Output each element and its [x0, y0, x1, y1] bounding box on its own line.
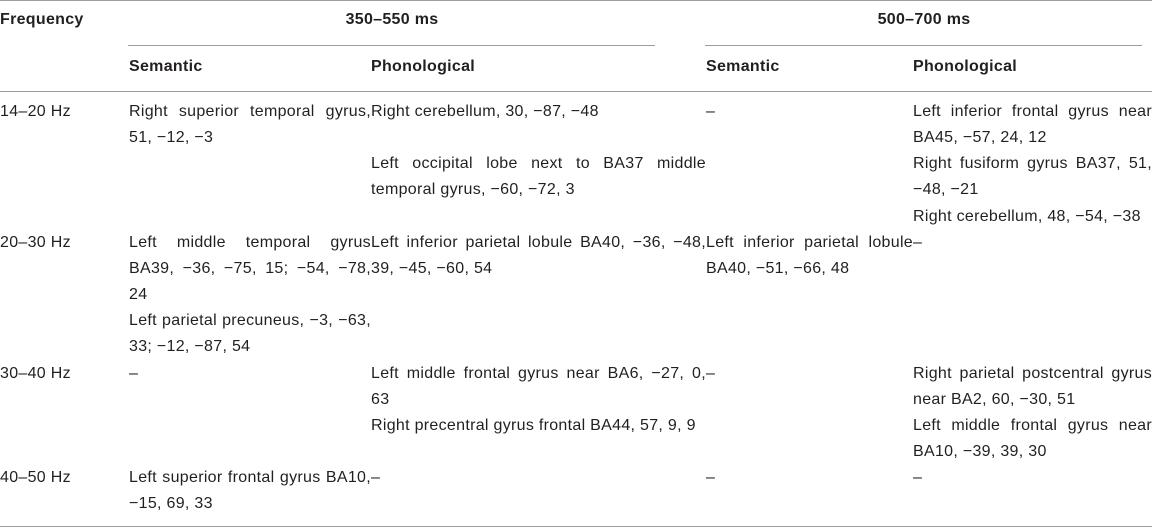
header-bottom-rule [0, 91, 1152, 92]
phonological-500-700-cell: – [913, 469, 923, 487]
phonological-350-550-cell: Left occipital lobe next to BA37 middle temporal gyrus, −60, −72, 3 [371, 155, 706, 199]
frequency-cell: 40–50 Hz [0, 469, 71, 487]
phonological-500-700-cell: Right fusiform gyrus BA37, 51, −48, −21 [913, 155, 1152, 199]
frequency-group [0, 361, 1152, 466]
frequency-group [0, 230, 1152, 361]
window-500-700-rule [705, 45, 1142, 46]
header-frequency: Frequency [0, 11, 84, 28]
table-row [0, 361, 1152, 413]
header-window-350-550: 350–550 ms [345, 11, 439, 28]
semantic-500-700-cell: Left inferior parietal lobule BA40, −51, −66, 48 [706, 233, 913, 277]
phonological-500-700-cell: Right cerebellum, 48, −54, −38 [913, 207, 1141, 225]
phonological-500-700-cell: Left middle frontal gyrus near BA10, −39, 39, 30 [913, 416, 1152, 461]
results-table [0, 99, 1152, 518]
table-bottom-rule [0, 526, 1152, 527]
phonological-350-550-cell: Right precentral gyrus frontal BA44, 57, 9, 9 [371, 416, 696, 434]
frequency-group [0, 99, 1152, 230]
header-semantic-350-550: Semantic [129, 58, 203, 75]
empty-cell [371, 204, 706, 230]
phonological-500-700-cell: Right parietal postcentral gyrus near BA2, 60, −30, 51 [913, 364, 1152, 408]
table-top-rule [0, 0, 1152, 1]
table-row [0, 230, 1152, 308]
semantic-500-700-cell: – [706, 103, 716, 120]
phonological-500-700-cell: Left inferior frontal gyrus near BA45, −57, 24, 12 [913, 103, 1152, 147]
phonological-350-550-cell: Left inferior parietal lobule BA40, −36, −48, 39, −45, −60, 54 [371, 233, 706, 277]
phonological-350-550-cell: Left middle frontal gyrus near BA6, −27, 0, 63 [371, 364, 706, 408]
header-semantic-500-700: Semantic [706, 58, 780, 75]
semantic-500-700-cell: – [706, 364, 716, 382]
table-row [0, 465, 1152, 517]
window-350-550-rule [128, 45, 655, 46]
table-row [0, 99, 1152, 151]
header-window-500-700: 500–700 ms [877, 11, 971, 28]
semantic-350-550-cell: Left parietal precuneus, −3, −63, 33; −12, −87, 54 [129, 312, 371, 356]
semantic-350-550-cell: – [129, 364, 139, 382]
semantic-350-550-cell: Left superior frontal gyrus BA10, −15, 69, 33 [129, 469, 371, 513]
semantic-350-550-cell: Right superior temporal gyrus, 51, −12, −3 [129, 103, 371, 147]
semantic-500-700-cell: – [706, 469, 716, 487]
frequency-group [0, 465, 1152, 517]
header-phonological-500-700: Phonological [913, 58, 1018, 75]
phonological-350-550-cell: – [371, 469, 381, 487]
frequency-cell: 14–20 Hz [0, 103, 71, 120]
phonological-350-550-cell: Right cerebellum, 30, −87, −48 [371, 103, 599, 120]
frequency-cell: 20–30 Hz [0, 233, 71, 251]
phonological-500-700-cell: – [913, 233, 923, 251]
semantic-350-550-cell: Left middle temporal gyrus BA39, −36, −75, 15; −54, −78, 24 [129, 233, 371, 304]
header-phonological-350-550: Phonological [371, 58, 476, 75]
frequency-cell: 30–40 Hz [0, 364, 71, 382]
